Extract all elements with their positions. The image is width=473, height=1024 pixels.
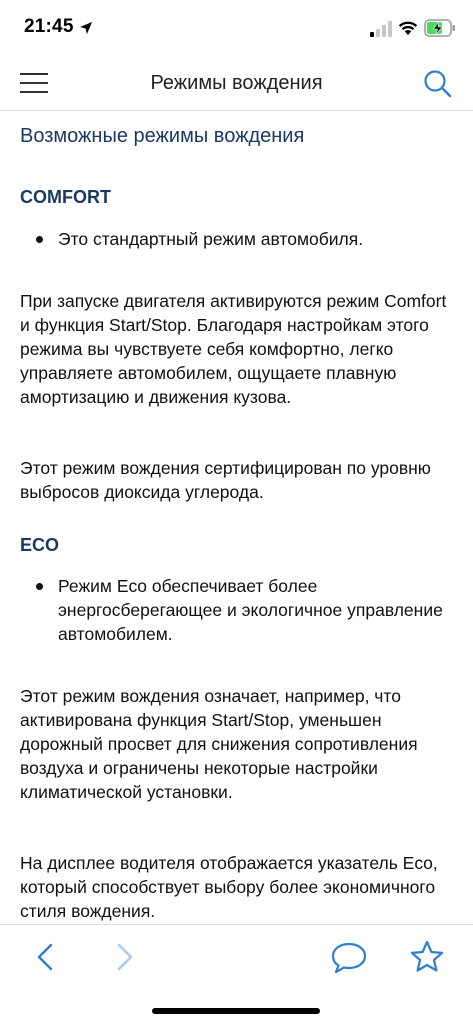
bottom-toolbar <box>0 924 473 1024</box>
search-icon <box>422 68 454 100</box>
eco-paragraph-1: Этот режим вождения означает, например, что активирована функция Start/Stop, уменьшен дорожный просвет для снижения сопротивления воздуха и ограничены некоторые настройки климатической установки. <box>20 686 418 802</box>
speech-bubble-icon <box>329 937 369 977</box>
comfort-bullet <box>36 227 456 251</box>
status-bar <box>0 0 473 56</box>
favorite-button[interactable] <box>407 937 447 977</box>
eco-bullet-text: Режим Eco обеспечивает более энергосберегающее и экологичное управление автомобилем. <box>58 576 443 644</box>
comfort-paragraph-2: Этот режим вождения сертифицирован по уровню выбросов диоксида углерода. <box>20 458 431 502</box>
section-title: Возможные режимы вождения <box>20 125 305 147</box>
menu-button[interactable] <box>18 70 52 96</box>
article-content <box>0 111 473 924</box>
battery-charging-icon <box>424 19 456 37</box>
forward-button[interactable] <box>104 937 144 977</box>
comfort-paragraph-1: При запуске двигателя активируются режим Comfort и функция Start/Stop. Благодаря настройкам этого режима вы чувствуете себя комфортно, легко управляете автомобилем, ощущаете плавную амортизацию и движения кузова. <box>20 291 447 407</box>
cellular-signal-icon <box>370 21 392 37</box>
chevron-left-icon <box>26 937 66 977</box>
comfort-bullet-text: Это стандартный режим автомобиля. <box>58 229 364 249</box>
eco-paragraph-2: На дисплее водителя отображается указатель Eco, который способствует выбору более экономичного стиля вождения. <box>20 853 438 921</box>
nav-header <box>0 56 473 111</box>
chevron-right-icon <box>104 937 144 977</box>
star-icon <box>407 937 447 977</box>
comment-button[interactable] <box>329 937 369 977</box>
bullet-dot <box>36 236 43 243</box>
eco-bullet <box>36 574 456 646</box>
wifi-icon <box>397 19 419 36</box>
bullet-dot <box>36 583 43 590</box>
status-time: 21:45 <box>24 16 74 37</box>
home-indicator <box>152 1008 320 1014</box>
search-button[interactable] <box>422 68 454 100</box>
page-title: Режимы вождения <box>150 72 323 94</box>
eco-heading: ECO <box>20 535 60 555</box>
comfort-heading: COMFORT <box>20 187 111 207</box>
back-button[interactable] <box>26 937 66 977</box>
location-arrow-icon <box>79 21 93 35</box>
hamburger-menu-icon <box>18 70 52 96</box>
